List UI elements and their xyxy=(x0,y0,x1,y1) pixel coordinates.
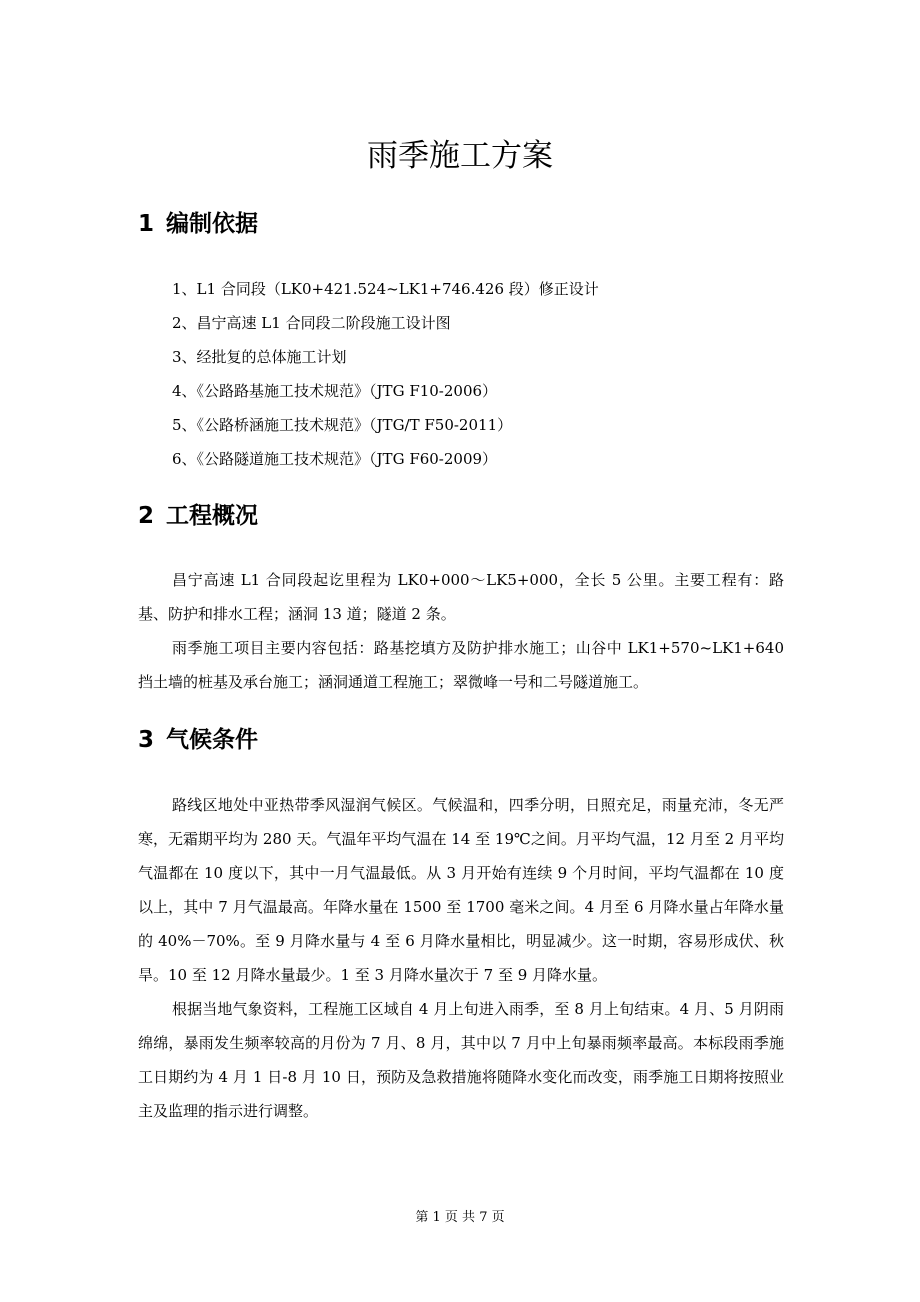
paragraph: 昌宁高速 L1 合同段起讫里程为 LK0+000～LK5+000，全长 5 公里。主要工程有：路基、防护和排水工程；涵洞 13 道；隧道 2 条。 xyxy=(138,571,784,623)
list-item: 5、《公路桥涵施工技术规范》（JTG/T F50-2011） xyxy=(172,416,513,434)
paragraph: 根据当地气象资料，工程施工区域自 4 月上旬进入雨季，至 8 月上旬结束。4 月、5 月阴雨绵绵，暴雨发生频率较高的月份为 7 月、8 月，其中以 7 月中上旬暴雨频率最高。本标段雨季施工日期约为 4 月 1 日-8 月 10 日，预防及急救措施将随降水变化而改变，雨季施工日期将按照业主及监理的指示进行调整。 xyxy=(138,1000,784,1120)
list-item: 4、《公路路基施工技术规范》（JTG F10-2006） xyxy=(172,382,498,400)
list-item: 6、《公路隧道施工技术规范》（JTG F60-2009） xyxy=(172,450,498,468)
document-title: 雨季施工方案 xyxy=(367,138,553,174)
paragraph: 路线区地处中亚热带季风湿润气候区。气候温和，四季分明，日照充足，雨量充沛，冬无严寒，无霜期平均为 280 天。气温年平均气温在 14 至 19℃之间。月平均气温，12 月至 2 月平均气温都在 10 度以下，其中一月气温最低。从 3 月开始有连续 9 个月时间，平均气温都在 10 度以上，其中 7 月气温最高。年降水量在 1500 至 1700 毫米之间。4 月至 6 月降水量占年降水量的 40%－70%。至 9 月降水量与 4 至 6 月降水量相比，明显减少。这一时期，容易形成伏、秋旱。10 至 12 月降水量最少。1 至 3 月降水量次于 7 至 9 月降水量。 xyxy=(138,796,784,984)
page-footer: 第 1 页 共 7 页 xyxy=(415,1210,505,1225)
list-item: 3、经批复的总体施工计划 xyxy=(172,348,347,366)
section-number: 2 xyxy=(138,503,155,529)
section-body-climate xyxy=(138,788,784,1128)
section-title: 编制依据 xyxy=(166,211,259,237)
section-heading-climate xyxy=(138,724,258,756)
paragraph: 雨季施工项目主要内容包括：路基挖填方及防护排水施工；山谷中 LK1+570~LK1+640 挡土墙的桩基及承台施工；涵洞通道工程施工；翠微峰一号和二号隧道施工。 xyxy=(138,639,784,691)
section-title: 工程概况 xyxy=(166,503,259,529)
reference-list xyxy=(172,272,599,476)
section-number: 1 xyxy=(138,211,155,237)
section-heading-overview xyxy=(138,500,258,532)
list-item: 1、L1 合同段（LK0+421.524~LK1+746.426 段）修正设计 xyxy=(172,280,599,298)
section-body-overview xyxy=(138,563,784,699)
section-number: 3 xyxy=(138,727,155,753)
section-title: 气候条件 xyxy=(166,727,259,753)
section-heading-basis xyxy=(138,208,258,240)
list-item: 2、昌宁高速 L1 合同段二阶段施工设计图 xyxy=(172,314,451,332)
